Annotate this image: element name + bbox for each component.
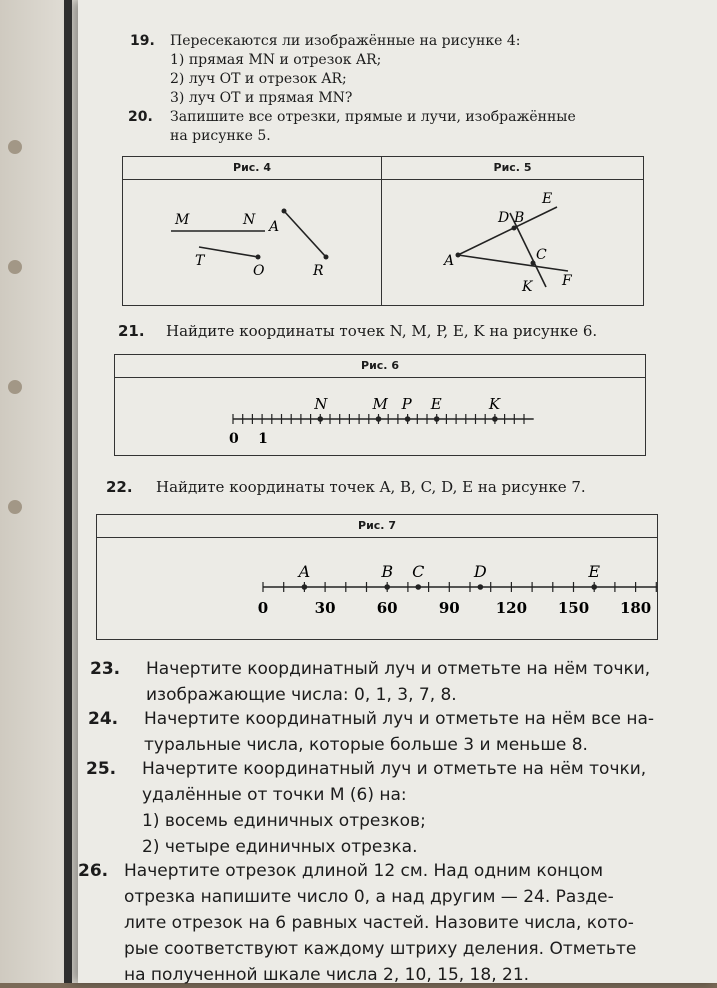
sheet-hole: [8, 380, 22, 394]
figure-6-number-line: [115, 377, 645, 455]
task-text-line: 3) луч OT и прямая MN?: [170, 90, 353, 106]
tick-label: 0: [229, 431, 239, 447]
point-label-m: M: [372, 395, 388, 413]
ray-af: [458, 255, 568, 271]
task-text-line: рые соответствуют каждому штриху деления. Отметьте: [124, 939, 637, 959]
ray-ot: [199, 247, 258, 257]
task-text-line: удалённые от точки M (6) на:: [142, 785, 407, 805]
point-label-e: E: [588, 562, 601, 581]
point-o: [256, 255, 261, 260]
label-o: O: [253, 263, 265, 279]
task-text-line: на рисунке 5.: [170, 128, 271, 144]
tick-label: 30: [314, 599, 336, 617]
task-text-line: Найдите координаты точек N, M, P, E, K на рисунке 6.: [166, 322, 598, 340]
task-number: 26.: [78, 861, 109, 881]
task-text-line: изображающие числа: 0, 1, 3, 7, 8.: [146, 685, 457, 705]
tick-label: 0: [257, 599, 269, 617]
task-text-line: Начертите координатный луч и отметьте на нём точки,: [142, 759, 647, 779]
figure-4-5-box: [122, 156, 644, 306]
point-r: [324, 255, 329, 260]
point-label-d: D: [473, 562, 487, 581]
label-a: A: [269, 219, 280, 235]
point-n: [318, 416, 324, 422]
tick-label: 150: [557, 599, 590, 617]
figure-7-box: [96, 514, 658, 640]
tick-label: 60: [376, 599, 398, 617]
underlying-sheet: [0, 0, 90, 983]
label-m: M: [175, 212, 190, 228]
task-number: 25.: [86, 759, 117, 779]
tick-label: 1: [258, 431, 268, 447]
tick-label: 180: [619, 599, 652, 617]
task-text-line: на полученной шкале числа 2, 10, 15, 18, 21.: [124, 965, 530, 985]
figure-4-title: Рис. 4: [123, 157, 381, 180]
label-t: T: [195, 253, 205, 269]
label-c: C: [536, 247, 547, 263]
label-n: N: [243, 212, 256, 228]
point-a: [302, 584, 308, 590]
page-margin-bar: [64, 0, 72, 983]
task-text-line: 1) восемь единичных отрезков;: [142, 811, 426, 831]
figure-4-drawing: [123, 179, 381, 305]
task-number: 19.: [130, 33, 155, 49]
task-text-line: Начертите отрезок длиной 12 см. Над одним концом: [124, 861, 604, 881]
figure-7-number-line: [97, 537, 657, 639]
label-b: B: [514, 210, 525, 226]
task-text-line: Пересекаются ли изображённые на рисунке 4:: [170, 33, 521, 49]
task-text-line: Запишите все отрезки, прямые и лучи, изображённые: [170, 109, 576, 125]
task-number: 23.: [90, 659, 121, 679]
point-a: [282, 209, 287, 214]
task-number: 24.: [88, 709, 119, 729]
point-c: [531, 261, 536, 266]
figure-6-box: [114, 354, 646, 456]
figure-6-title: Рис. 6: [115, 355, 645, 378]
task-number: 22.: [106, 478, 133, 496]
label-r: R: [313, 263, 324, 279]
sheet-hole: [8, 140, 22, 154]
task-text-line: 2) луч OT и отрезок AR;: [170, 71, 347, 87]
task-text-line: 2) четыре единичных отрезка.: [142, 837, 418, 857]
point-label-a: A: [298, 562, 311, 581]
point-d: [478, 584, 484, 590]
point-m: [376, 416, 382, 422]
figure-5-title: Рис. 5: [382, 157, 643, 180]
point-label-k: K: [488, 395, 501, 413]
task-text-line: Начертите координатный луч и отметьте на нём точки,: [146, 659, 651, 679]
figure-7-title: Рис. 7: [97, 515, 657, 538]
tick-label: 120: [495, 599, 528, 617]
figure-5-drawing: [382, 179, 642, 305]
task-text-line: отрезка напишите число 0, а над другим — 24. Разде-: [124, 887, 614, 907]
label-f: F: [562, 273, 572, 289]
point-b: [384, 584, 390, 590]
task-number: 21.: [118, 322, 145, 340]
sheet-hole: [8, 500, 22, 514]
point-label-p: P: [401, 395, 412, 413]
tick-label: 90: [438, 599, 460, 617]
label-e: E: [542, 191, 553, 207]
point-label-c: C: [412, 562, 425, 581]
task-text-line: Начертите координатный луч и отметьте на нём все на-: [144, 709, 655, 729]
point-b: [512, 226, 517, 231]
task-text-line: Найдите координаты точек A, B, C, D, E на рисунке 7.: [156, 478, 586, 496]
task-text-line: лите отрезок на 6 равных частей. Назовите числа, кото-: [124, 913, 634, 933]
point-label-e: E: [430, 395, 442, 413]
point-e: [591, 584, 597, 590]
point-c: [415, 584, 421, 590]
point-k: [492, 416, 498, 422]
label-k: K: [522, 279, 533, 295]
point-label-b: B: [381, 562, 394, 581]
segment-ar: [284, 211, 326, 257]
point-e: [434, 416, 440, 422]
task-text-line: туральные числа, которые больше 3 и меньше 8.: [144, 735, 588, 755]
task-text-line: 1) прямая MN и отрезок AR;: [170, 52, 382, 68]
label-a: A: [444, 253, 455, 269]
sheet-hole: [8, 260, 22, 274]
task-number: 20.: [128, 109, 153, 125]
point-p: [405, 416, 411, 422]
point-a: [456, 253, 461, 258]
label-d: D: [498, 210, 510, 226]
textbook-page: [78, 0, 717, 983]
point-label-n: N: [314, 395, 328, 413]
